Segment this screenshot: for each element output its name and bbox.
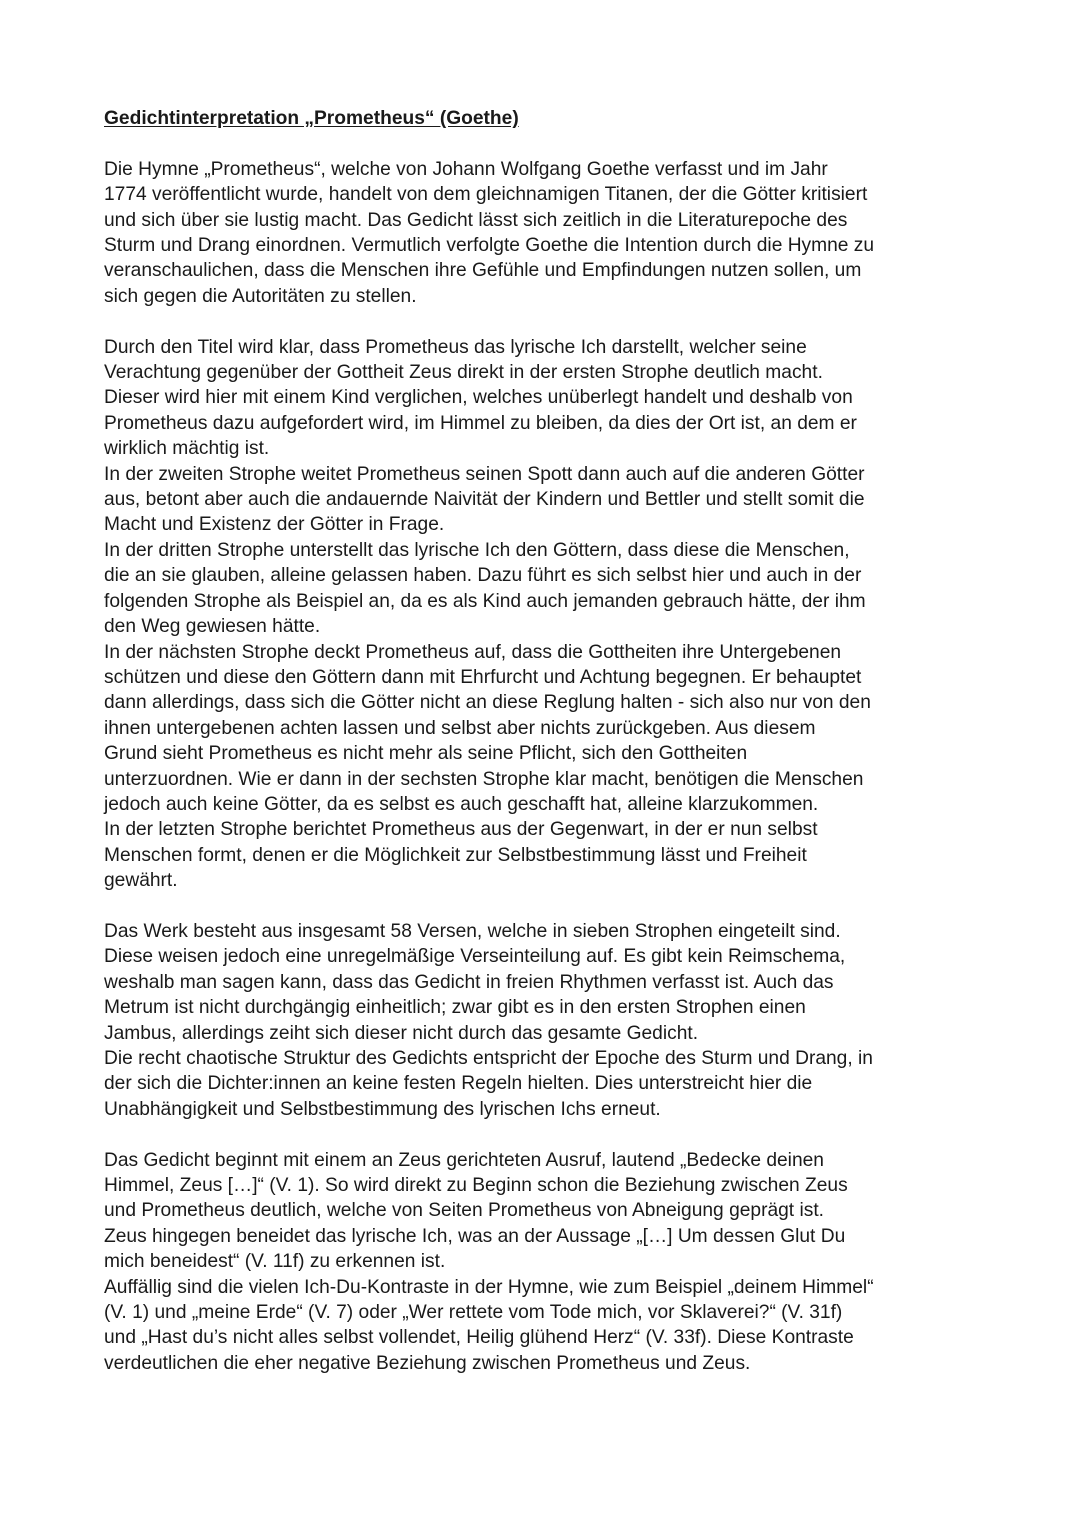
language-analysis-section [104,1148,984,1377]
paragraph: In der dritten Strophe unterstellt das lyrische Ich den Göttern, dass diese die Menschen, die an sie glauben, alleine gelassen haben. Dazu führt es sich selbst hier und auch in der folgenden Strophe als Beispiel an, da es als Kind auch jemanden gebrauch hätte, der ihm den Weg gewiesen hätte. [104,539,866,638]
document-title: Gedichtinterpretation „Prometheus“ (Goethe) [104,108,519,129]
paragraph: Die Hymne „Prometheus“, welche von Johann Wolfgang Goethe verfasst und im Jahr 1774 veröffentlicht wurde, handelt von dem gleichnamigen Titanen, der die Götter kritisiert und sich über sie lustig macht. Das Gedicht lässt sich zeitlich in die Literaturepoche des Sturm und Drang einordnen. Vermutlich verfolgte Goethe die Intention durch die Hymne zu veranschaulichen, dass die Menschen ihre Gefühle und Empfindungen nutzen sollen, um sich gegen die Autoritäten zu stellen. [104,158,875,307]
paragraph: In der letzten Strophe berichtet Prometheus aus der Gegenwart, in der er nun selbst Menschen formt, denen er die Möglichkeit zur Selbstbestimmung lässt und Freiheit gewährt. [104,819,818,892]
paragraph: Das Gedicht beginnt mit einem an Zeus gerichteten Ausruf, lautend „Bedecke deinen Himmel, Zeus […]“ (V. 1). So wird direkt zu Beginn schon die Beziehung zwischen Zeus und Prometheus deutlich, welche von Seiten Prometheus von Abneigung geprägt ist. Zeus hingegen beneidet das lyrische Ich, was an der Aussage „[…] Um dessen Glut Du mich beneidest“ (V. 11f) zu erkennen ist. [104,1149,848,1273]
content-summary-section [104,335,984,894]
paragraph: In der nächsten Strophe deckt Prometheus auf, dass die Gottheiten ihre Untergebenen schützen und diese den Göttern dann mit Ehrfurcht und Achtung begegnen. Er behauptet dann allerdings, dass sich die Götter nicht an diese Reglung halten - sich also nur von den ihnen untergebenen achten lassen und selbst aber nichts zurückgeben. Aus diesem Grund sieht Prometheus es nicht mehr als seine Pflicht, sich den Gottheiten unterzuordnen. Wie er dann in der sechsten Strophe klar macht, benötigen die Menschen jedoch auch keine Götter, da es selbst es auch geschafft hat, alleine klarzukommen. [104,641,871,815]
paragraph: Auffällig sind die vielen Ich-Du-Kontraste in der Hymne, wie zum Beispiel „deinem Himmel“ (V. 1) und „meine Erde“ (V. 7) oder „Wer rettete vom Tode mich, vor Sklaverei?“ (V. 31f) und „Hast du’s nicht alles selbst vollendet, Heilig glühend Herz“ (V. 33f). Diese Kontraste verdeutlichen die eher negative Beziehung zwischen Prometheus und Zeus. [104,1276,874,1374]
document-page [104,106,984,1402]
paragraph: Die recht chaotische Struktur des Gedichts entspricht der Epoche des Sturm und Drang, in der sich die Dichter:innen an keine festen Regeln hielten. Dies unterstreicht hier die Unabhängigkeit und Selbstbestimmung des lyrischen Ichs erneut. [104,1047,873,1120]
paragraph: In der zweiten Strophe weitet Prometheus seinen Spott dann auch auf die anderen Götter aus, betont aber auch die andauernde Naivität der Kindern und Bettler und stellt somit die Macht und Existenz der Götter in Frage. [104,463,865,536]
introduction-section [104,157,984,309]
paragraph: Das Werk besteht aus insgesamt 58 Versen, welche in sieben Strophen eingeteilt sind. Diese weisen jedoch eine unregelmäßige Verseinteilung auf. Es gibt kein Reimschema, weshalb man sagen kann, dass das Gedicht in freien Rhythmen verfasst ist. Auch das Metrum ist nicht durchgängig einheitlich; zwar gibt es in den ersten Strophen einen Jambus, allerdings zeiht sich dieser nicht durch das gesamte Gedicht. [104,920,846,1044]
paragraph: Durch den Titel wird klar, dass Prometheus das lyrische Ich darstellt, welcher seine Verachtung gegenüber der Gottheit Zeus direkt in der ersten Strophe deutlich macht. Dieser wird hier mit einem Kind verglichen, welches unüberlegt handelt und deshalb von Prometheus dazu aufgefordert wird, im Himmel zu bleiben, da dies der Ort ist, an dem er wirklich mächtig ist. [104,336,857,460]
form-analysis-section [104,919,984,1122]
